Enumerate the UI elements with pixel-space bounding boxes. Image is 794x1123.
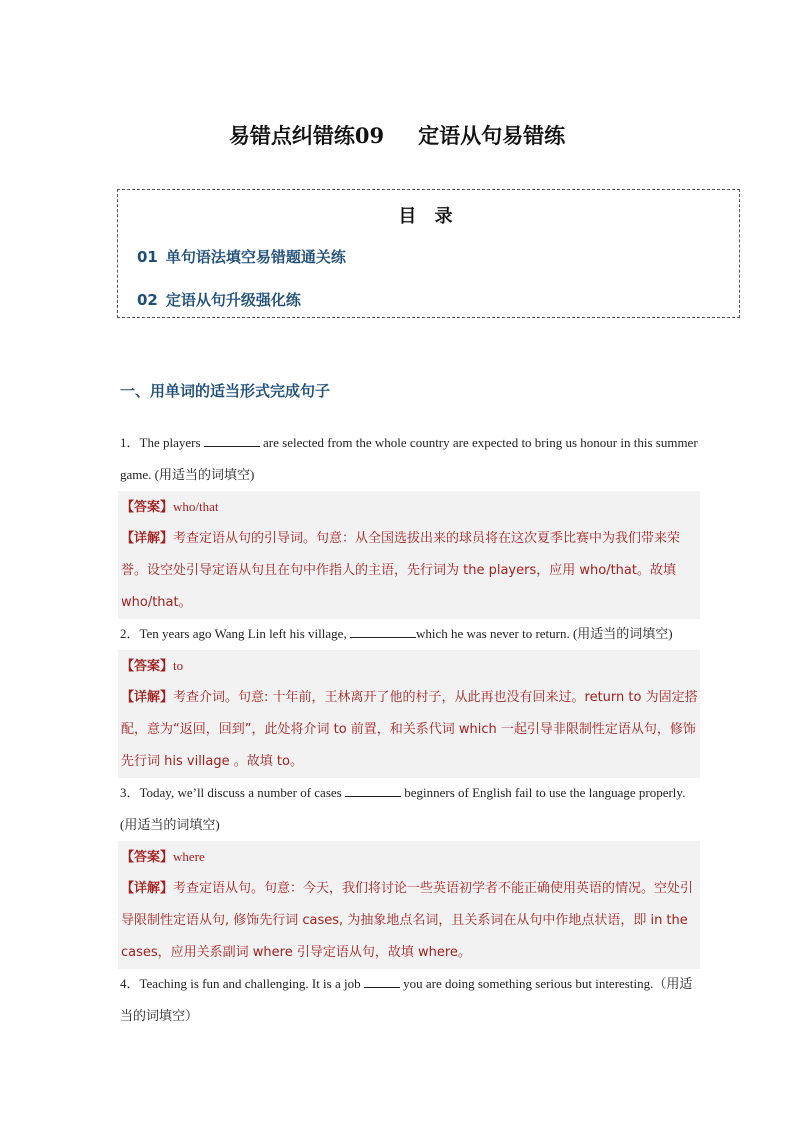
answer-box (118, 841, 700, 874)
detail-box (118, 682, 700, 778)
answer-box (118, 491, 700, 524)
table-of-contents (117, 189, 740, 318)
answer-blank (345, 782, 401, 797)
title-left: 易错点纠错练09 (228, 123, 385, 148)
answer-blank (364, 973, 400, 988)
detail-tag: 【详解】 (121, 881, 174, 896)
detail-text: 考查介词。句意: 十年前，王林离开了他的村子，从此再也没有回来过。return to 为固定搭配，意为“返回，回到”，此处将介词 to 前置，和关系代词 which 一起引导非限制性定语从句，修饰先行词 his village 。故填 to。 (121, 690, 698, 769)
answer-blank (204, 432, 260, 447)
question-text: are selected from the whole country are expected to bring us honour in this summer game. (用适当的词填空) (120, 435, 698, 482)
toc-heading: 目 录 (398, 206, 459, 227)
question-text: 1．The players (120, 435, 204, 450)
toc-item-label: 定语从句升级强化练 (165, 291, 301, 309)
page-title (0, 120, 794, 150)
answer-value: where (173, 849, 205, 864)
question-3 (120, 777, 700, 841)
detail-tag: 【详解】 (121, 531, 174, 546)
toc-item-label: 单句语法填空易错题通关练 (165, 248, 346, 266)
detail-tag: 【详解】 (121, 690, 174, 705)
detail-box (118, 873, 700, 969)
answer-tag: 【答案】 (121, 850, 174, 865)
question-text: 2．Ten years ago Wang Lin left his village, (120, 626, 350, 641)
question-text: which he was never to return. (用适当的词填空) (415, 626, 673, 641)
answer-box (118, 650, 700, 683)
answer-blank (350, 623, 416, 638)
detail-text: 考查定语从句。句意：今天，我们将讨论一些英语初学者不能正确使用英语的情况。空处引导限制性定语从句, 修饰先行词 cases, 为抽象地点名词，且关系词在从句中作地点状语，即 in the cases，应用关系副词 where 引导定语从句，故填 where。 (121, 881, 694, 960)
toc-item-num: 01 (137, 248, 158, 266)
question-text: beginners of English fail to use the language properly.(用适当的词填空) (120, 785, 686, 832)
toc-item-02[interactable] (137, 289, 301, 310)
question-1 (120, 427, 700, 491)
question-2 (120, 618, 700, 650)
question-text: 3．Today, we’ll discuss a number of cases (120, 785, 345, 800)
answer-tag: 【答案】 (121, 500, 174, 515)
question-text: you are doing something serious but interesting.（用适当的词填空） (120, 976, 693, 1023)
answer-tag: 【答案】 (121, 659, 174, 674)
detail-text: 考查定语从句的引导词。句意：从全国选拔出来的球员将在这次夏季比赛中为我们带来荣誉。设空处引导定语从句且在句中作指人的主语，先行词为 the players，应用 who/that。故填 who/that。 (121, 531, 681, 610)
section-heading: 一、用单词的适当形式完成句子 (120, 382, 331, 400)
answer-value: who/that (173, 499, 219, 514)
question-text: 4．Teaching is fun and challenging. It is a job (120, 976, 364, 991)
toc-item-num: 02 (137, 291, 158, 309)
answer-value: to (173, 658, 184, 673)
toc-item-01[interactable] (137, 246, 346, 267)
title-right: 定语从句易错练 (418, 123, 566, 148)
detail-box (118, 523, 700, 619)
question-4 (120, 968, 700, 1032)
